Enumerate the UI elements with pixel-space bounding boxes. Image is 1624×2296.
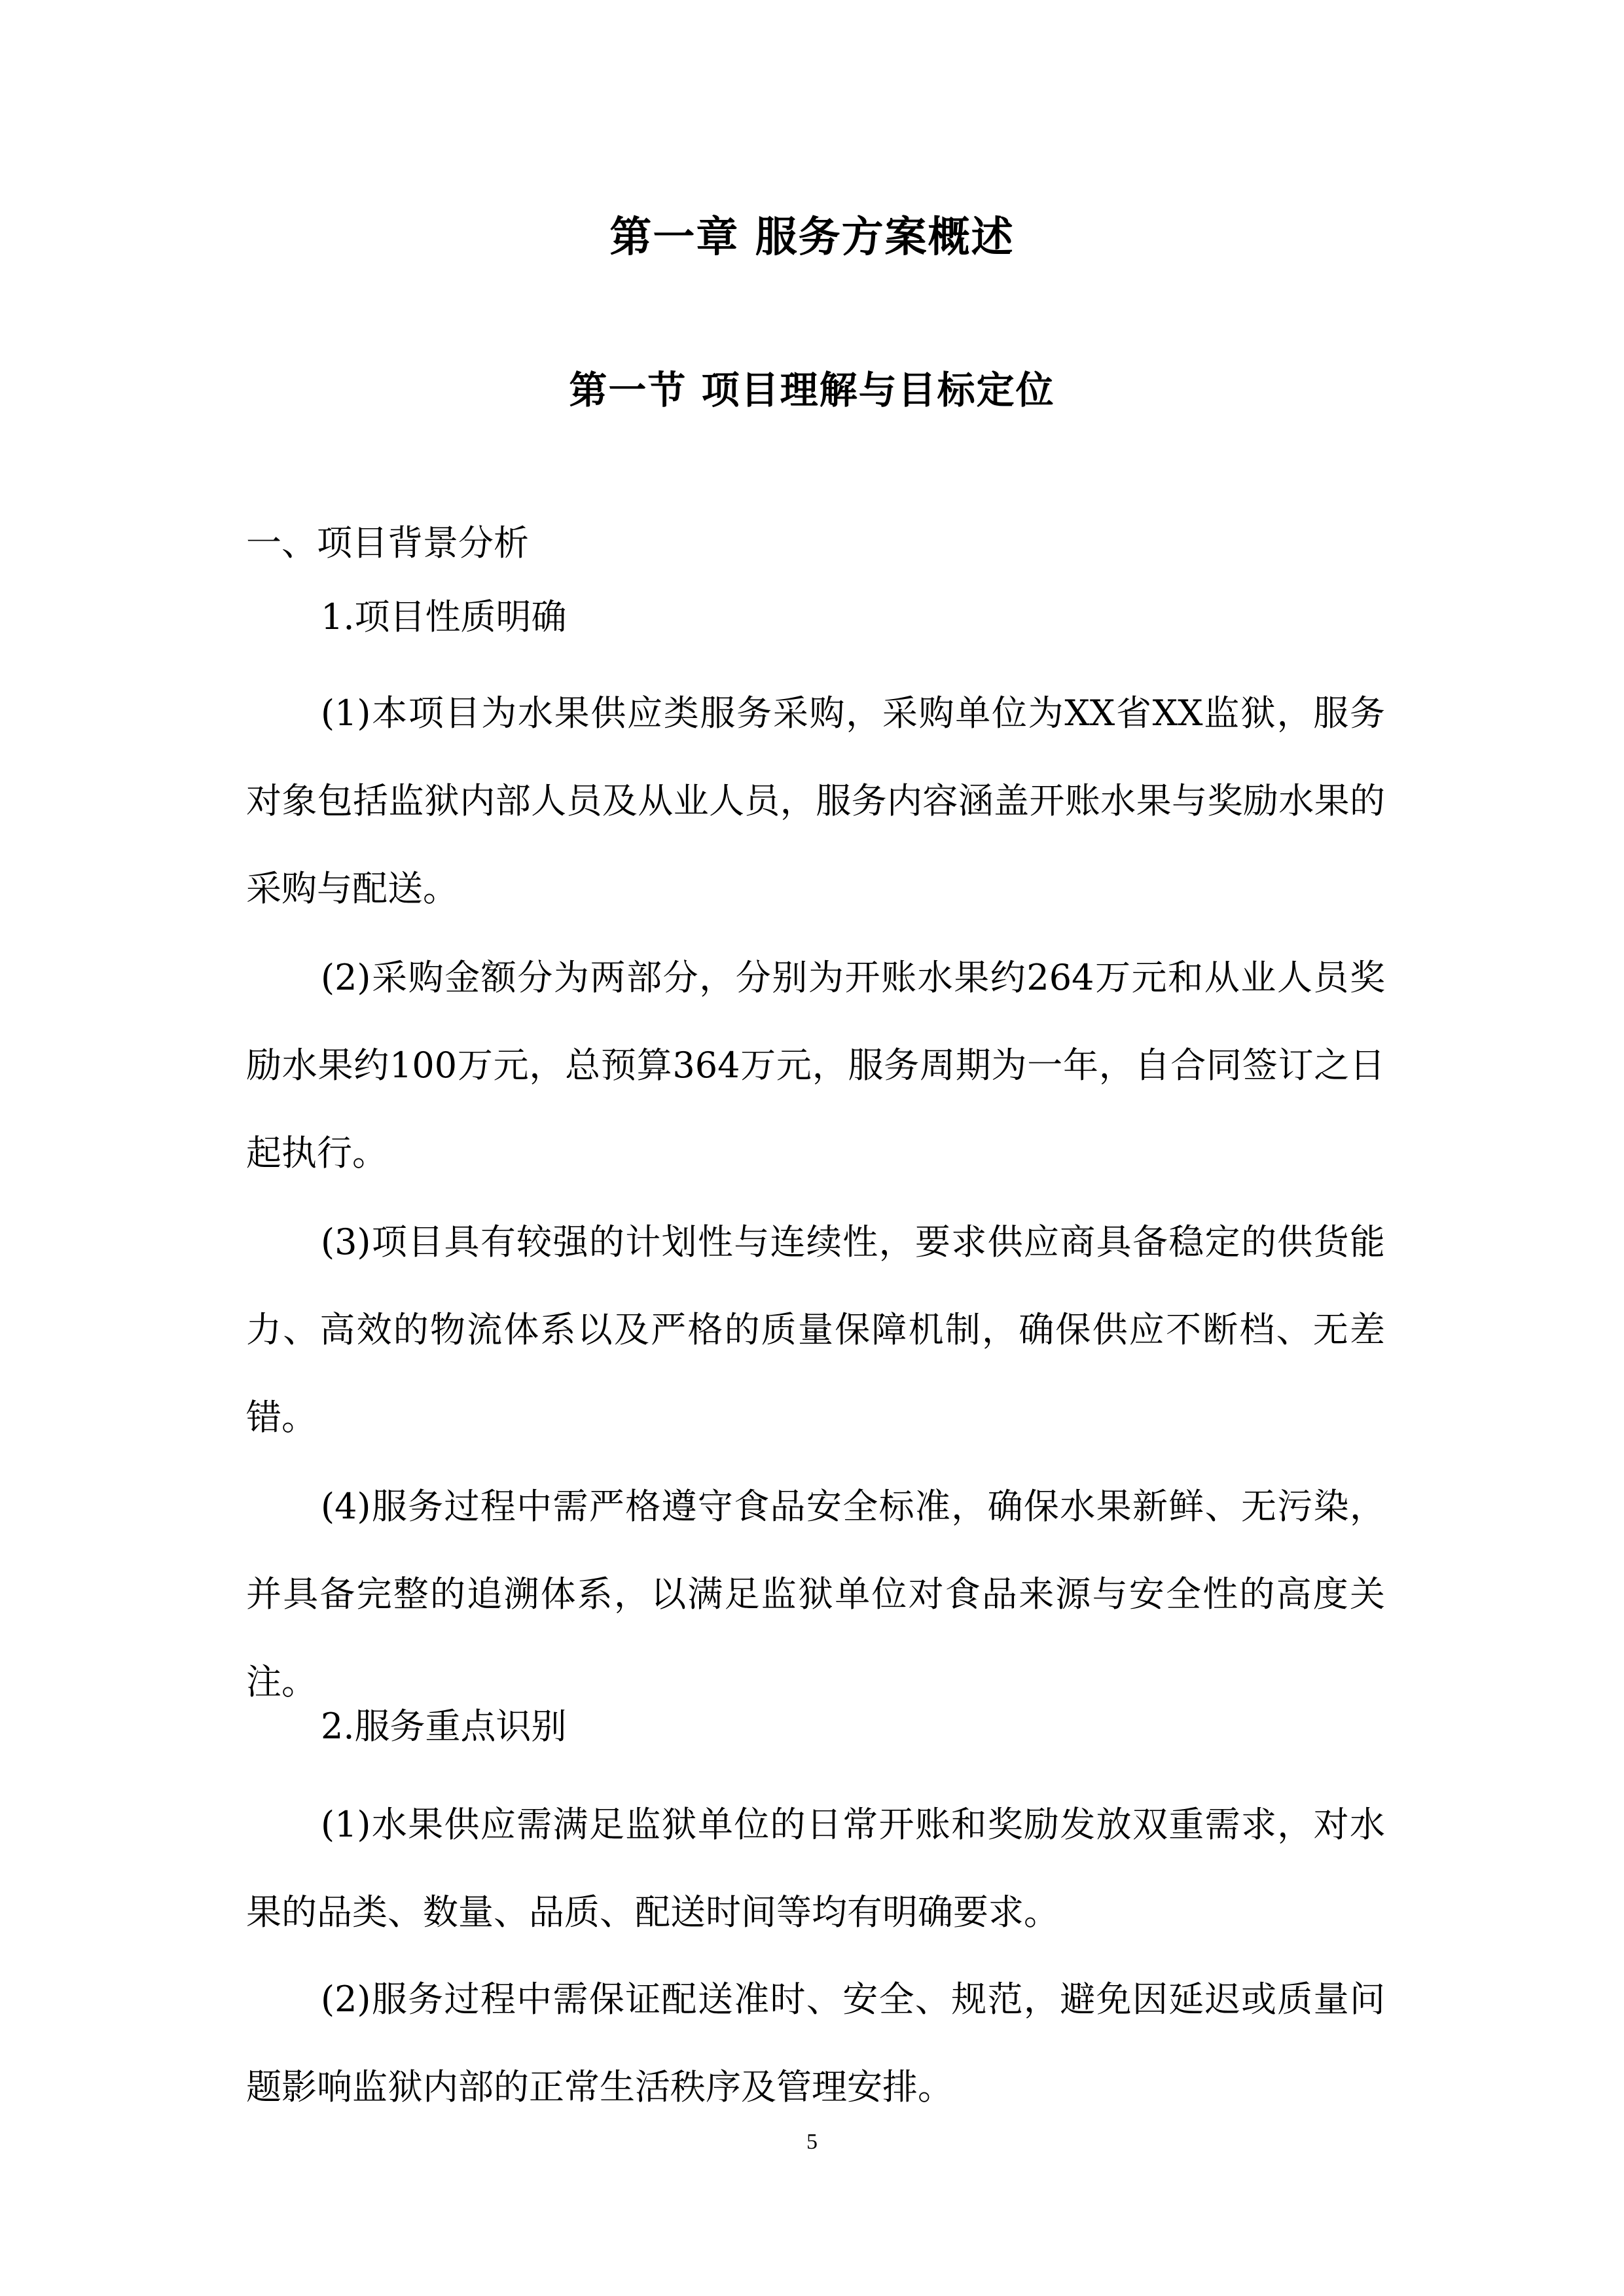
paragraph-2-1: (1)水果供应需满足监狱单位的日常开账和奖励发放双重需求，对水果的品类、数量、品质、配送时间等均有明确要求。	[246, 1804, 1385, 1933]
paragraph-1-3: (3)项目具有较强的计划性与连续性，要求供应商具备稳定的供货能力、高效的物流体系以及严格的质量保障机制，确保供应不断档、无差错。	[246, 1221, 1385, 1438]
heading-background-analysis: 一、项目背景分析	[246, 522, 529, 564]
paragraph-1-2: (2)采购金额分为两部分，分别为开账水果约264万元和从业人员奖励水果约100万元，总预算364万元，服务周期为一年，自合同签订之日起执行。	[246, 957, 1385, 1174]
paragraph-1-4: (4)服务过程中需严格遵守食品安全标准，确保水果新鲜、无污染，并具备完整的追溯体系，以满足监狱单位对食品来源与安全性的高度关注。	[246, 1486, 1385, 1702]
subheading-service-focus: 2.服务重点识别	[321, 1706, 567, 1747]
paragraph-2-2: (2)服务过程中需保证配送准时、安全、规范，避免因延迟或质量问题影响监狱内部的正常生活秩序及管理安排。	[246, 1979, 1385, 2108]
paragraph-1-1: (1)本项目为水果供应类服务采购，采购单位为XX省XX监狱，服务对象包括监狱内部人员及从业人员，服务内容涵盖开账水果与奖励水果的采购与配送。	[246, 692, 1385, 909]
page-number: 5	[806, 2130, 818, 2154]
chapter-title: 第一章 服务方案概述	[609, 213, 1015, 262]
section-title: 第一节 项目理解与目标定位	[569, 368, 1055, 412]
subheading-project-nature: 1.项目性质明确	[321, 596, 567, 637]
